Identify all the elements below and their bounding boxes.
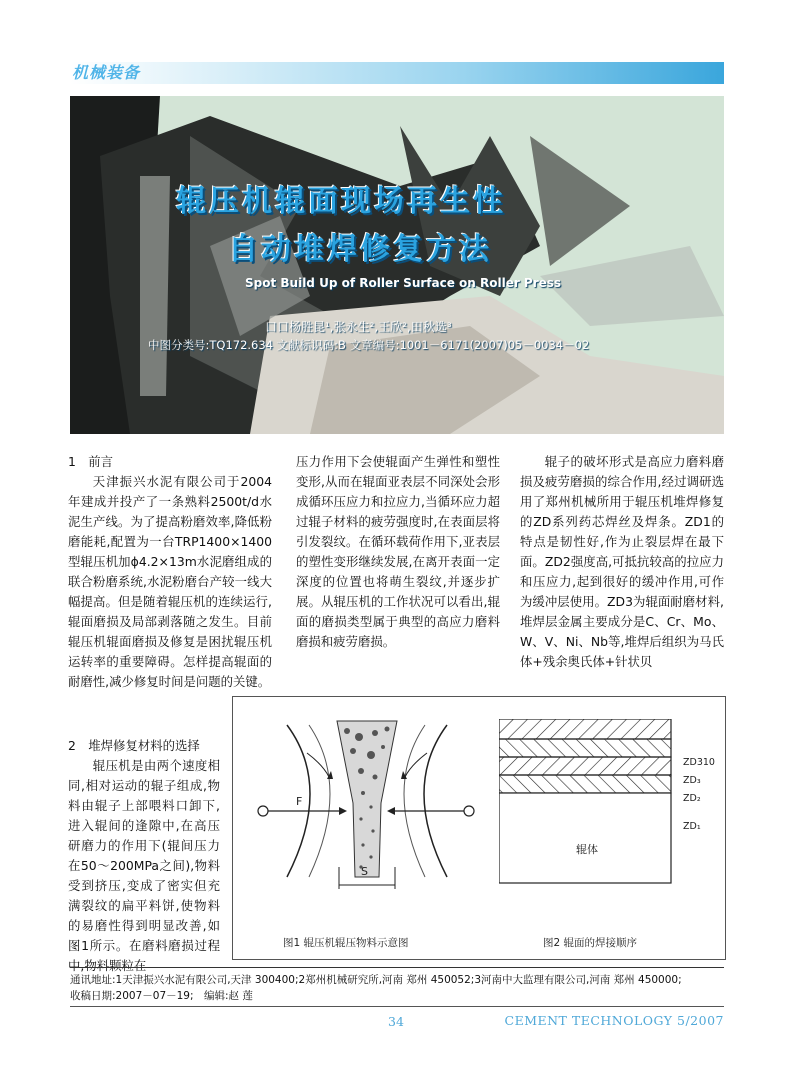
column-2	[296, 452, 500, 652]
column-3	[520, 452, 724, 672]
page-number: 34	[388, 1014, 404, 1029]
figure-2-caption: 图2 辊面的焊接顺序	[543, 937, 638, 949]
page-footer-rule	[70, 1006, 724, 1007]
title-banner	[70, 96, 724, 434]
heading-material-selection: 2 堆焊修复材料的选择	[68, 738, 200, 753]
roller-body-label: 辊体	[576, 843, 598, 856]
footnote-received: 收稿日期:2007－07－19; 编辑:赵 莲	[70, 990, 253, 1002]
layer-zd1	[499, 775, 671, 793]
footnote-rule	[70, 967, 724, 968]
layer-zd2	[499, 757, 671, 775]
left-roller-center	[258, 806, 268, 816]
column-1-lower	[68, 736, 220, 976]
layer-zd310	[499, 719, 671, 739]
force-label: F	[296, 795, 303, 808]
figure-1-caption: 图1 辊压机辊压物料示意图	[283, 937, 409, 949]
footnote-address: 通讯地址:1天津振兴水泥有限公司,天津 300400;2郑州机械研究所,河南 郑州 450052;3河南中大监理有限公司,河南 郑州 450000;	[70, 974, 682, 986]
journal-name: CEMENT TECHNOLOGY 5/2007	[504, 1013, 724, 1028]
paragraph-introduction: 天津振兴水泥有限公司于2004年建成并投产了一条熟料2500t/d水泥生产线。为了提高粉磨效率,降低粉磨能耗,配置为一台TRP1400×1400型辊压机加ϕ4.2×13m水泥磨组成的联合粉磨系统,水泥粉磨台产较一线大幅提高。但是随着辊压机的连续运行,辊面磨损及局部剥落随之发生。目前辊压机辊面磨损及修复是困扰辊压机运转率的重要障碍。怎样提高辊面的耐磨性,减少修复时间是问题的关键。	[68, 474, 272, 689]
figures-box	[232, 696, 726, 960]
gap-label: S	[361, 865, 368, 878]
material-stream	[337, 721, 397, 877]
english-title: Spot Build Up of Roller Surface on Roller Press	[245, 276, 562, 290]
paragraph-column-2: 压力作用下会使辊面产生弹性和塑性变形,从而在辊面亚表层不同深处会形成循环压应力和拉应力,当循环应力超过辊子材料的疲劳强度时,在表面层将引发裂纹。在循环载荷作用下,亚表层的塑性变形继续发展,在离开表面一定深度的位置也将萌生裂纹,并逐步扩展。从辊压机的工作状况可以看出,辊面的磨损类型属于典型的高应力磨料磨损和疲劳磨损。	[296, 454, 500, 649]
classification-line: 中图分类号:TQ172.634 文献标识码:B 文章编号:1001－6171(2007)05－0034－02	[148, 338, 590, 352]
layer-label-zd2: ZD₂	[683, 793, 701, 804]
article-title-line2: 自动堆焊修复方法	[228, 232, 492, 267]
layer-label-zd3: ZD₃	[683, 775, 701, 786]
article-title-line1: 辊压机辊面现场再生性	[176, 184, 506, 219]
heading-introduction: 1 前言	[68, 454, 114, 469]
paragraph-material-selection: 辊压机是由两个速度相同,相对运动的辊子组成,物料由辊子上部喂料口卸下,进入辊间的逢隙中,在高压研磨力的作用下(辊间压力在50～200MPa之间),物料受到挤压,变成了密实但充满裂纹的扁平料饼,使物料的易磨性得到明显改善,如图1所示。在磨料磨损过程中,物料颗粒在	[68, 758, 220, 973]
paragraph-column-3: 辊子的破坏形式是高应力磨料磨损及疲劳磨损的综合作用,经过调研选用了郑州机械所用于辊压机堆焊修复的ZD系列药芯焊丝及焊条。ZD1的特点是韧性好,作为止裂层焊在最下面。ZD2强度高,可抵抗较高的拉应力和压应力,起到很好的缓冲作用,可作为缓冲层使用。ZD3为辊面耐磨材料,堆焊层金属主要成分是C、Cr、Mo、W、V、Ni、Nb等,堆焊后组织为马氏体+残余奥氏体+针状贝	[520, 454, 724, 669]
right-roller-center	[464, 806, 474, 816]
layer-zd3	[499, 739, 671, 757]
column-1	[68, 452, 272, 692]
figure-2-diagram	[499, 719, 689, 887]
section-label: 机械装备	[72, 63, 141, 82]
right-roller-outline	[424, 725, 447, 877]
roller-body	[499, 793, 671, 883]
authors: 口口杨胜昆¹,张永生²,王欣²,田秋选³	[265, 320, 452, 334]
layer-label-zd1: ZD₁	[683, 821, 701, 832]
section-header-bar	[70, 62, 724, 84]
layer-label-zd310: ZD310	[683, 757, 715, 768]
